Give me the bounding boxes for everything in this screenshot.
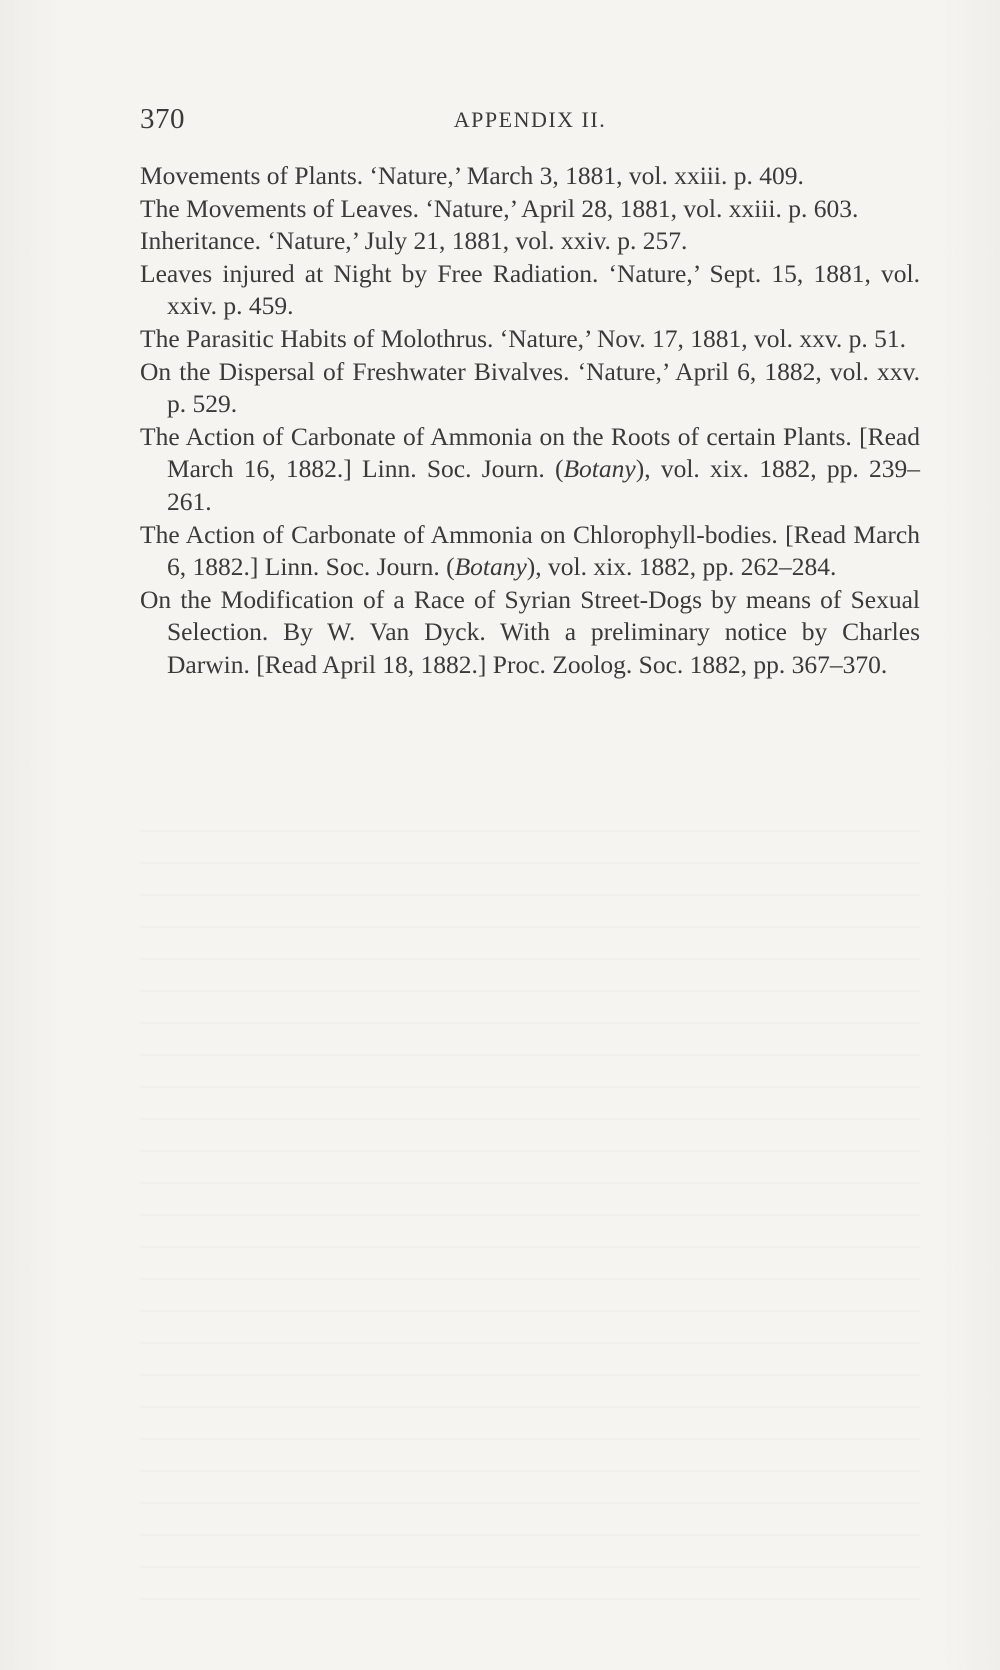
entry-text: ), vol. xix. 1882, pp. 262–284. — [526, 552, 837, 582]
bibliography-entry: On the Dispersal of Freshwater Bivalves. ‘Nature,’ April 6, 1882, vol. xxv. p. 529. — [140, 356, 920, 419]
bibliography-entry: The Parasitic Habits of Molothrus. ‘Nature,’ Nov. 17, 1881, vol. xxv. p. 51. — [140, 323, 907, 353]
bibliography-entry: Leaves injured at Night by Free Radiation. ‘Nature,’ Sept. 15, 1881, vol. xxiv. p. 459. — [140, 258, 920, 321]
running-head — [140, 103, 920, 139]
bibliography-entry: Inheritance. ‘Nature,’ July 21, 1881, vol. xxiv. p. 257. — [140, 226, 688, 256]
journal-section-italic: Botany — [454, 552, 527, 582]
show-through-text — [140, 830, 920, 1630]
bibliography-entry: On the Modification of a Race of Syrian Street-Dogs by means of Sexual Selection. By W. Van Dyck. With a preliminary notice by Charles Darwin. [Read April 18, 1882.] Proc. Zoolog. Soc. 1882, pp. 367–370. — [140, 584, 920, 679]
journal-section-italic: Botany — [563, 454, 636, 484]
entry-text: ), vol. xix. 1882, pp. 239–261. — [167, 454, 920, 516]
entry-text: The Action of Carbonate of Ammonia on the Roots of certain Plants. [Read March 16, 1882.] Linn. Soc. Journ. ( — [140, 421, 920, 484]
running-title: APPENDIX II. — [453, 107, 607, 132]
bibliography-entry: Movements of Plants. ‘Nature,’ March 3, 1881, vol. xxiii. p. 409. — [140, 161, 804, 190]
bibliography-list — [140, 160, 920, 682]
entry-text: The Action of Carbonate of Ammonia on Chlorophyll-bodies. [Read March 6, 1882.] Linn. Soc. Journ. ( — [140, 519, 920, 582]
page-number: 370 — [140, 103, 185, 135]
bibliography-entry: The Movements of Leaves. ‘Nature,’ April 28, 1881, vol. xxiii. p. 603. — [140, 193, 859, 223]
bibliography-entry — [140, 421, 920, 519]
bibliography-entry — [140, 519, 920, 584]
